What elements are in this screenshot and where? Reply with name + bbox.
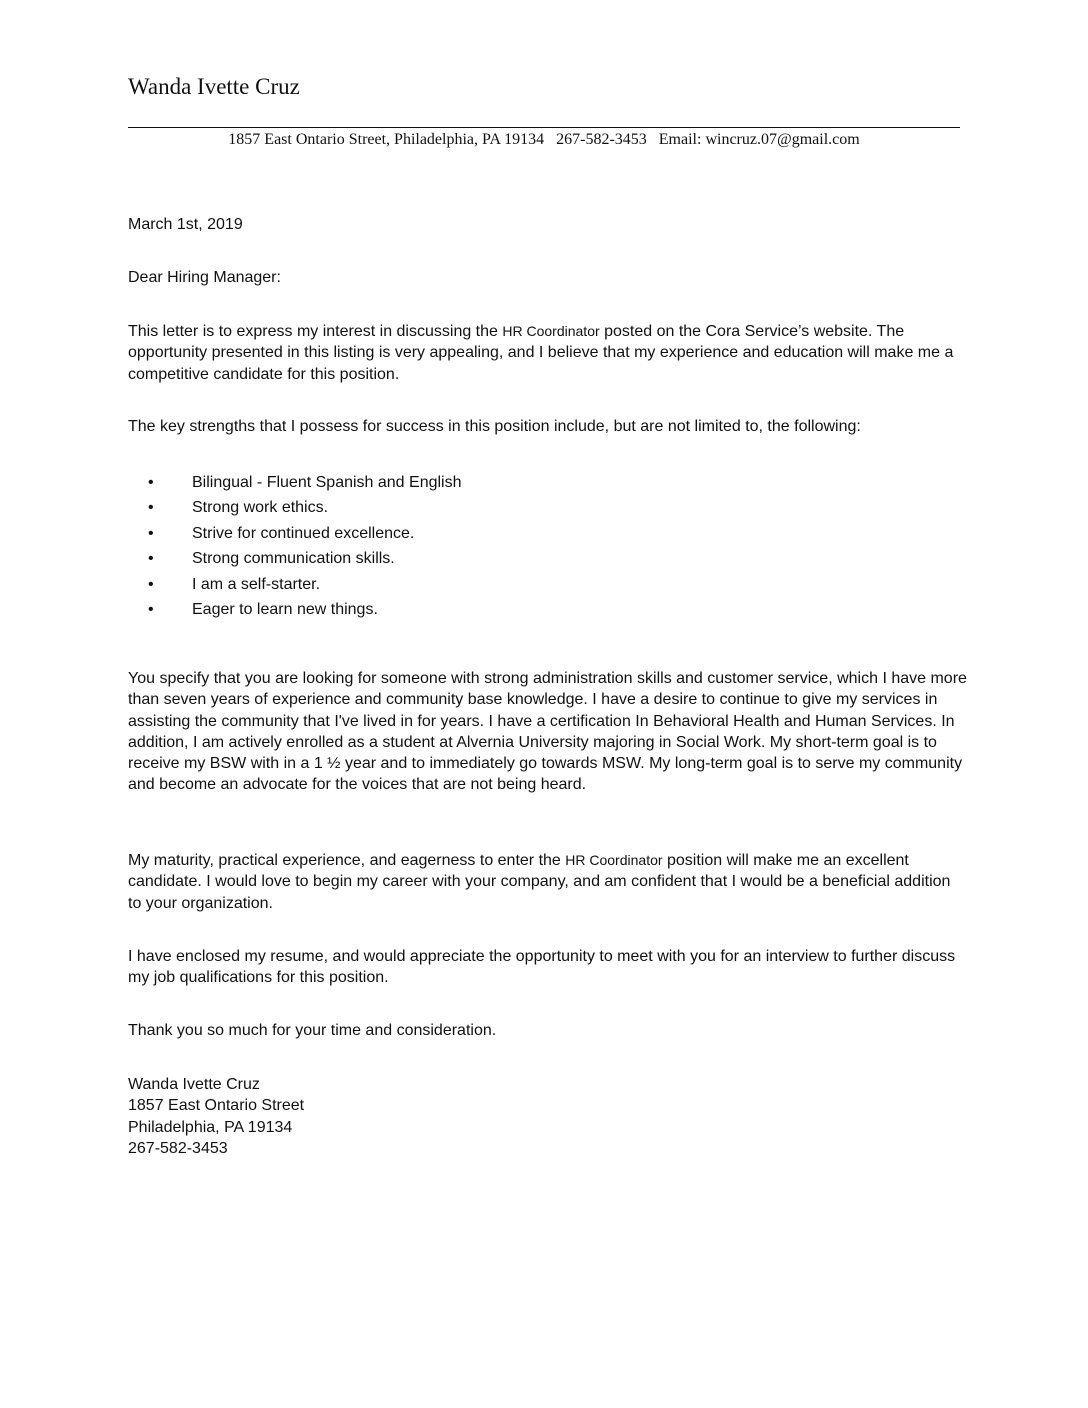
position-title: HR Coordinator — [565, 852, 663, 868]
qualification-paragraph: My maturity, practical experience, and eagerness to enter the HR Coordinator position will make me an excellent candidate. I would love to begin my career with your company, and am confident that I would be a beneficial addition to your organization. — [128, 852, 951, 912]
intro-text-after: posted on the Cora Service’s website. The opportunity presented in this listing is very appealing, and I believe that my experience and education will make me a competitive candidate for this position. — [128, 323, 954, 383]
bullet-icon: • — [148, 575, 154, 593]
list-item: • Strong communication skills. — [148, 550, 395, 568]
bullet-icon: • — [148, 499, 154, 517]
position-title: HR Coordinator — [502, 323, 600, 339]
closing-line: Thank you so much for your time and consideration. — [128, 1022, 497, 1039]
resume-paragraph: I have enclosed my resume, and would appreciate the opportunity to meet with you for an interview to further discuss my job qualifications for this position. — [128, 948, 956, 987]
contact-line: 1857 East Ontario Street, Philadelphia, PA 19134 267-582-3453 Email: wincruz.07@gmail.com — [228, 131, 860, 148]
bullet-icon: • — [148, 524, 154, 542]
signature-name: Wanda Ivette Cruz — [128, 1076, 260, 1093]
signature-block — [128, 1074, 968, 1159]
strengths-intro: The key strengths that I possess for success in this position include, but are not limited to, the following: — [128, 418, 861, 435]
signature-street: 1857 East Ontario Street — [128, 1097, 305, 1115]
list-item: • Strong work ethics. — [148, 499, 329, 517]
letter-date: March 1st, 2019 — [128, 216, 243, 233]
experience-paragraph: You specify that you are looking for someone with strong administration skills and customer service, which I have more than seven years of experience and community base knowledge. I have a desire to continue to give my services in assisting the community that I've lived in for years. I have a certification In Behavioral Health and Human Services. In addition, I am actively enrolled as a student at Alvernia University majoring in Social Work. My short-term goal is to receive my BSW with in a 1 ½ year and to immediately go towards MSW. My long-term goal is to serve my community and become an advocate for the voices that are not being heard. — [128, 670, 967, 794]
salutation: Dear Hiring Manager: — [128, 269, 281, 286]
signature-city: Philadelphia, PA 19134 — [128, 1118, 293, 1136]
list-item: • Eager to learn new things. — [148, 600, 378, 618]
list-item: • I am a self-starter. — [148, 575, 321, 593]
list-item: • Strive for continued excellence. — [148, 524, 415, 542]
strengths-list — [128, 472, 928, 624]
list-item: • Bilingual - Fluent Spanish and English — [148, 474, 462, 491]
signature-phone: 267-582-3453 — [128, 1139, 228, 1157]
sender-name-heading: Wanda Ivette Cruz — [128, 74, 300, 99]
intro-text-before: This letter is to express my interest in discussing the — [128, 323, 503, 340]
intro-paragraph — [128, 321, 968, 385]
bullet-icon: • — [148, 550, 154, 568]
bullet-icon: • — [148, 474, 154, 491]
header-divider — [128, 127, 960, 128]
bullet-icon: • — [148, 600, 154, 618]
